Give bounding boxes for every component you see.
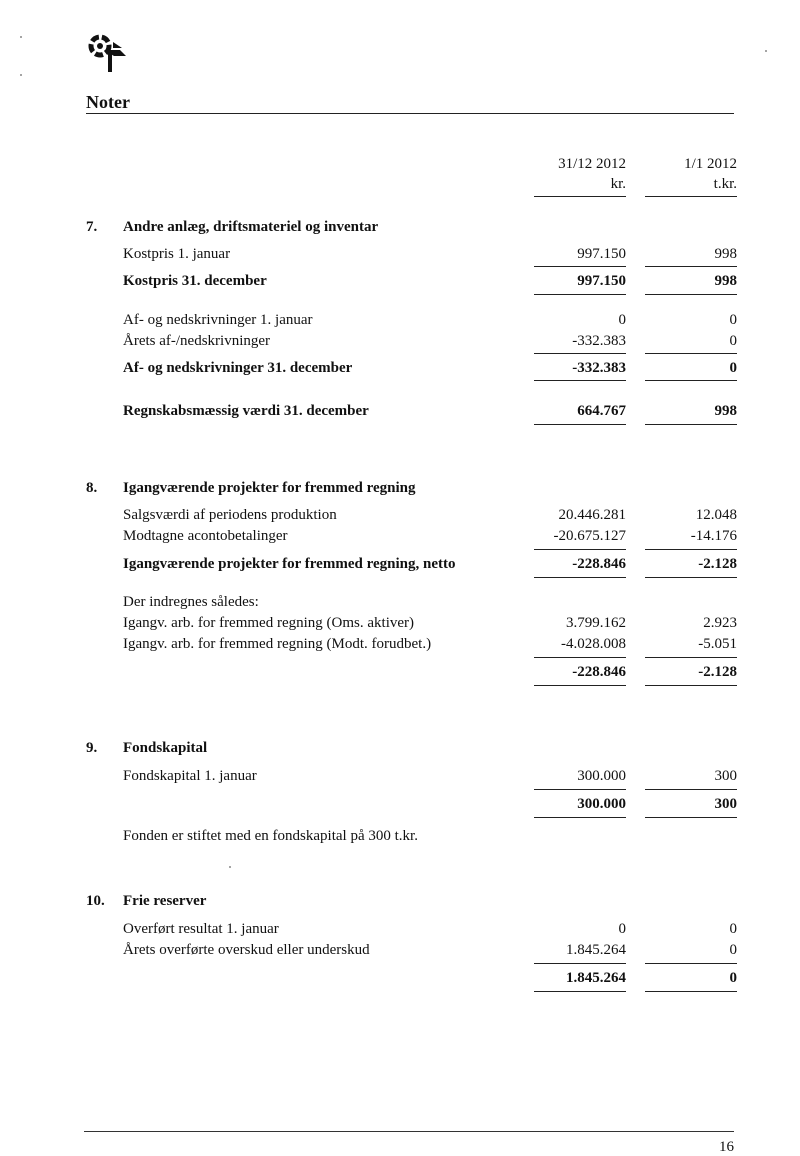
- row-value-2011: -5.051: [698, 636, 737, 652]
- row-rule: [645, 266, 737, 267]
- row-rule: [534, 294, 626, 295]
- row-rule: [534, 991, 626, 992]
- row-rule: [645, 380, 737, 381]
- row-value-2012: 1.845.264: [566, 942, 626, 958]
- row-value-2012: -332.383: [572, 333, 626, 349]
- footer-divider: [84, 1131, 734, 1132]
- row-rule: [645, 991, 737, 992]
- row-label: Modtagne acontobetalinger: [123, 528, 288, 544]
- row-rule: [534, 657, 626, 658]
- row-label: Fondskapital 1. januar: [123, 768, 257, 784]
- row-rule: [534, 549, 626, 550]
- note-title: Frie reserver: [123, 893, 207, 909]
- row-rule: [534, 353, 626, 354]
- note-number: 8.: [86, 480, 98, 496]
- row-value-2011: 300: [714, 768, 737, 784]
- row-value-2012: -228.846: [572, 556, 626, 572]
- page-number: 16: [719, 1139, 734, 1155]
- row-label: Kostpris 1. januar: [123, 246, 231, 262]
- row-value-2011: 0: [729, 942, 737, 958]
- row-value-2012: 20.446.281: [558, 507, 626, 523]
- title-divider: [86, 113, 734, 114]
- row-label: Årets overførte overskud eller underskud: [123, 942, 370, 958]
- note-title: Igangværende projekter for fremmed regning: [123, 480, 416, 496]
- note-number: 7.: [86, 219, 98, 235]
- row-value-2012: 997.150: [577, 273, 626, 289]
- row-rule: [534, 789, 626, 790]
- column-header-unit-1: kr.: [610, 176, 626, 192]
- row-value-2011: -2.128: [698, 664, 737, 680]
- row-value-2012: -228.846: [572, 664, 626, 680]
- note-text: Fonden er stiftet med en fondskapital på 300 t.kr.: [123, 828, 418, 844]
- row-value-2011: 300: [714, 796, 737, 812]
- row-rule: [534, 380, 626, 381]
- row-value-2011: 2.923: [703, 615, 737, 631]
- company-logo-icon: [86, 30, 130, 74]
- row-value-2011: -2.128: [698, 556, 737, 572]
- scan-speck: [20, 74, 22, 76]
- row-value-2011: 12.048: [695, 507, 737, 523]
- column-header-rule-1: [534, 196, 626, 197]
- note-number: 10.: [86, 893, 105, 909]
- row-rule: [645, 577, 737, 578]
- row-label: Overført resultat 1. januar: [123, 921, 279, 937]
- note-number: 9.: [86, 740, 98, 756]
- row-value-2011: -14.176: [690, 528, 737, 544]
- scan-speck: [20, 36, 22, 38]
- row-value-2012: 0: [618, 312, 626, 328]
- row-rule: [645, 657, 737, 658]
- row-value-2012: 300.000: [577, 796, 626, 812]
- row-label-total: Igangværende projekter for fremmed regning, netto: [123, 556, 456, 572]
- row-value-2012: 300.000: [577, 768, 626, 784]
- row-rule: [645, 549, 737, 550]
- row-label-total: Kostpris 31. december: [123, 273, 267, 289]
- row-value-2012: 1.845.264: [566, 970, 626, 986]
- row-label: Der indregnes således:: [123, 594, 259, 610]
- row-value-2012: 997.150: [577, 246, 626, 262]
- row-rule: [645, 789, 737, 790]
- column-header-unit-2: t.kr.: [713, 176, 737, 192]
- row-rule: [645, 424, 737, 425]
- row-value-2011: 998: [714, 246, 737, 262]
- row-rule: [645, 685, 737, 686]
- row-rule: [645, 353, 737, 354]
- company-logo: [86, 30, 130, 74]
- row-value-2011: 0: [729, 970, 737, 986]
- row-value-2011: 0: [729, 921, 737, 937]
- row-rule: [645, 817, 737, 818]
- row-label: Af- og nedskrivninger 1. januar: [123, 312, 313, 328]
- column-header-date-1: 31/12 2012: [558, 156, 626, 172]
- row-rule: [534, 424, 626, 425]
- page-title: Noter: [86, 92, 130, 112]
- row-value-2012: -4.028.008: [561, 636, 626, 652]
- row-label: Igangv. arb. for fremmed regning (Oms. aktiver): [123, 615, 415, 631]
- note-title: Fondskapital: [123, 740, 208, 756]
- row-value-2011: 998: [714, 273, 737, 289]
- row-value-2011: 0: [729, 312, 737, 328]
- row-value-2012: 3.799.162: [566, 615, 626, 631]
- row-value-2011: 0: [729, 360, 737, 376]
- row-value-2011: 998: [714, 403, 737, 419]
- row-value-2012: -332.383: [572, 360, 626, 376]
- scan-speck: [229, 866, 231, 868]
- row-rule: [534, 685, 626, 686]
- row-value-2012: -20.675.127: [553, 528, 626, 544]
- row-rule: [534, 266, 626, 267]
- row-value-2011: 0: [729, 333, 737, 349]
- row-rule: [645, 963, 737, 964]
- row-label: Årets af-/nedskrivninger: [123, 333, 271, 349]
- row-label: Salgsværdi af periodens produktion: [123, 507, 337, 523]
- row-rule: [534, 817, 626, 818]
- row-rule: [534, 577, 626, 578]
- row-label: Igangv. arb. for fremmed regning (Modt. forudbet.): [123, 636, 432, 652]
- row-rule: [645, 294, 737, 295]
- column-header-rule-2: [645, 196, 737, 197]
- row-rule: [534, 963, 626, 964]
- note-title: Andre anlæg, driftsmateriel og inventar: [123, 219, 379, 235]
- scan-speck: [765, 50, 767, 52]
- row-label-total: Regnskabsmæssig værdi 31. december: [123, 403, 369, 419]
- row-label-total: Af- og nedskrivninger 31. december: [123, 360, 353, 376]
- column-header-date-2: 1/1 2012: [684, 156, 737, 172]
- row-value-2012: 0: [618, 921, 626, 937]
- row-value-2012: 664.767: [577, 403, 626, 419]
